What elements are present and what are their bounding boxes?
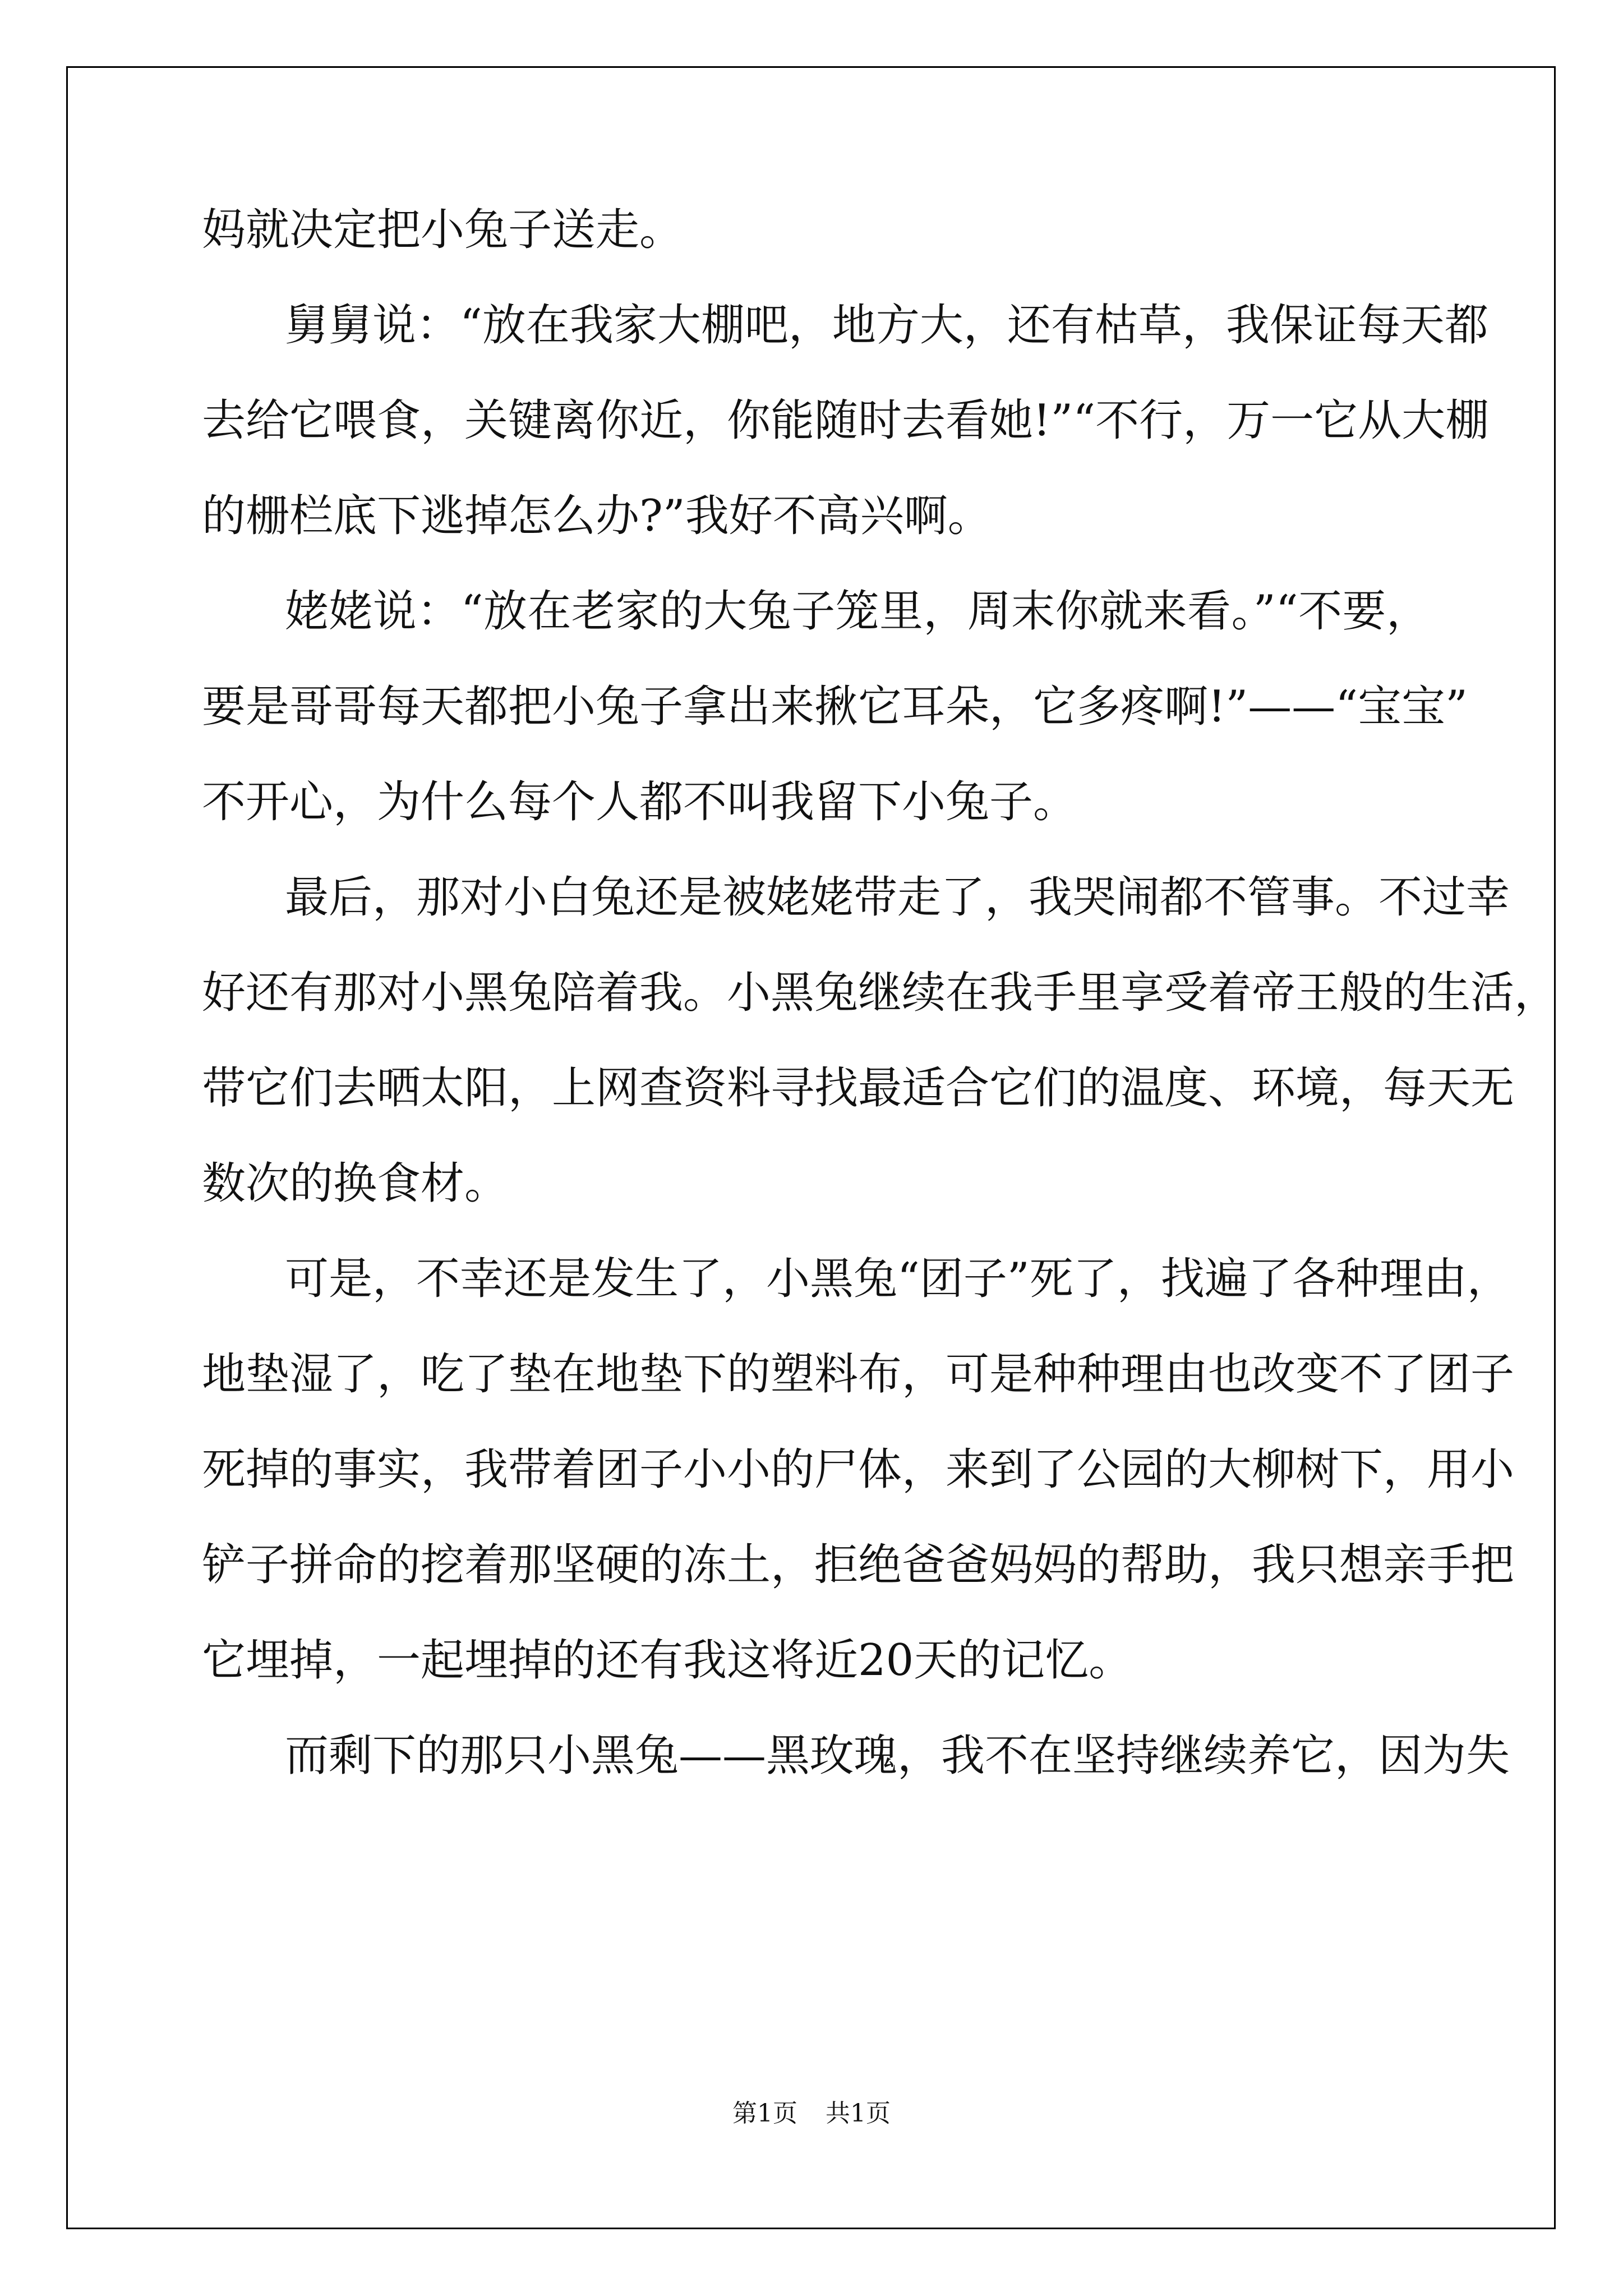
text-line: 妈就决定把小兔子送走。	[202, 205, 684, 255]
text-line: 要是哥哥每天都把小兔子拿出来揪它耳朵，它多疼啊!”——“宝宝”	[202, 682, 1468, 732]
page-total: 共1页	[826, 2099, 891, 2128]
text-line: 地垫湿了，吃了垫在地垫下的塑料布，可是种种理由也改变不了团子	[202, 1349, 1515, 1400]
text-line: 死掉的事实，我带着团子小小的尸体，来到了公园的大柳树下，用小	[202, 1444, 1515, 1495]
text-line: 姥姥说：“放在老家的大兔子笼里，周末你就来看。”“不要，	[285, 586, 1430, 637]
text-line: 不开心，为什么每个人都不叫我留下小兔子。	[202, 777, 1077, 827]
text-line: 的栅栏底下逃掉怎么办?”我好不高兴啊。	[202, 491, 992, 541]
text-line: 带它们去晒太阳，上网查资料寻找最适合它们的温度、环境，每天无	[202, 1063, 1515, 1114]
text-line: 它埋掉，一起埋掉的还有我这将近20天的记忆。	[202, 1635, 1133, 1686]
text-line: 好还有那对小黑兔陪着我。小黑兔继续在我手里享受着帝王般的生活，	[202, 968, 1559, 1018]
text-line: 可是，不幸还是发生了，小黑兔“团子”死了，找遍了各种理由，	[285, 1254, 1511, 1304]
text-line: 最后，那对小白兔还是被姥姥带走了，我哭闹都不管事。不过幸	[285, 872, 1510, 923]
text-line: 去给它喂食，关键离你近，你能随时去看她!”“不行，万一它从大棚	[202, 395, 1490, 446]
page-number: 第1页	[732, 2099, 797, 2128]
text-line: 舅舅说：“放在我家大棚吧，地方大，还有枯草，我保证每天都	[285, 300, 1488, 351]
text-line: 数次的换食材。	[202, 1158, 509, 1209]
text-line: 铲子拼命的挖着那坚硬的冻土，拒绝爸爸妈妈的帮助，我只想亲手把	[202, 1540, 1515, 1590]
page-footer	[0, 2097, 1623, 2131]
text-line: 而剩下的那只小黑兔——黑玫瑰，我不在坚持继续养它，因为失	[285, 1731, 1510, 1781]
